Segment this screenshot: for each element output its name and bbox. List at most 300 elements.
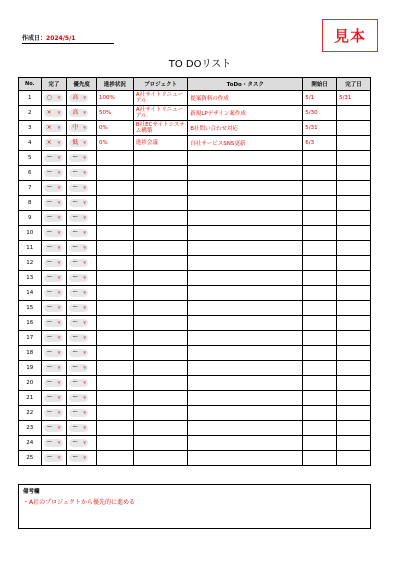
- chevron-down-icon: ▼: [83, 110, 87, 115]
- cell-project[interactable]: [133, 406, 187, 421]
- cell-priority: [67, 241, 97, 256]
- cell-progress[interactable]: [96, 241, 133, 256]
- done-value: ー: [46, 289, 53, 296]
- cell-priority: [67, 91, 97, 106]
- priority-select[interactable]: [69, 274, 88, 282]
- col-header-start: 開始日: [303, 78, 337, 91]
- cell-task[interactable]: 新規LPデザイン案作成: [188, 106, 303, 121]
- cell-progress[interactable]: [96, 376, 133, 391]
- cell-start[interactable]: 6/3: [303, 136, 337, 151]
- cell-start[interactable]: [303, 196, 337, 211]
- cell-project[interactable]: [133, 241, 187, 256]
- chevron-down-icon: ▼: [83, 170, 87, 175]
- table-row: [19, 211, 371, 226]
- priority-select[interactable]: [69, 124, 88, 132]
- table-row: [19, 436, 371, 451]
- cell-task[interactable]: [188, 211, 303, 226]
- cell-project[interactable]: B社ECサイトシステム構築: [133, 121, 187, 136]
- priority-value: ー: [72, 439, 79, 446]
- chevron-down-icon: ▼: [83, 95, 87, 100]
- cell-progress[interactable]: [96, 316, 133, 331]
- cell-project[interactable]: [133, 286, 187, 301]
- priority-select[interactable]: [69, 259, 88, 267]
- priority-select[interactable]: [69, 169, 88, 177]
- done-select[interactable]: [44, 394, 63, 402]
- cell-end[interactable]: [337, 361, 371, 376]
- chevron-down-icon: ▼: [83, 200, 87, 205]
- done-value: ー: [46, 349, 53, 356]
- priority-select[interactable]: [69, 94, 88, 102]
- chevron-down-icon: ▼: [83, 440, 87, 445]
- priority-select[interactable]: [69, 319, 88, 327]
- cell-task[interactable]: [188, 271, 303, 286]
- priority-value: 高: [72, 109, 79, 116]
- table-row: [19, 421, 371, 436]
- cell-progress[interactable]: [96, 391, 133, 406]
- cell-priority: [67, 121, 97, 136]
- table-row: [19, 331, 371, 346]
- cell-end[interactable]: [337, 286, 371, 301]
- cell-end[interactable]: [337, 196, 371, 211]
- cell-start[interactable]: [303, 226, 337, 241]
- done-value: ー: [46, 274, 53, 281]
- cell-no: 14: [19, 286, 42, 301]
- cell-task[interactable]: [188, 166, 303, 181]
- priority-select[interactable]: [69, 289, 88, 297]
- cell-progress[interactable]: [96, 436, 133, 451]
- cell-priority: [67, 301, 97, 316]
- cell-progress[interactable]: [96, 286, 133, 301]
- cell-start[interactable]: [303, 421, 337, 436]
- cell-project[interactable]: [133, 391, 187, 406]
- priority-select[interactable]: [69, 139, 88, 147]
- cell-done: [41, 181, 67, 196]
- cell-start[interactable]: [303, 256, 337, 271]
- table-row: [19, 91, 371, 106]
- cell-start[interactable]: [303, 391, 337, 406]
- cell-start[interactable]: [303, 331, 337, 346]
- col-header-progress: 進捗状況: [96, 78, 133, 91]
- cell-end[interactable]: [337, 256, 371, 271]
- cell-priority: [67, 136, 97, 151]
- cell-task[interactable]: [188, 286, 303, 301]
- priority-select[interactable]: [69, 364, 88, 372]
- cell-project[interactable]: [133, 346, 187, 361]
- cell-end[interactable]: [337, 271, 371, 286]
- cell-done: [41, 406, 67, 421]
- created-date: 2024/5/1: [46, 35, 76, 42]
- cell-task[interactable]: [188, 391, 303, 406]
- done-value: ー: [46, 304, 53, 311]
- cell-progress[interactable]: [96, 166, 133, 181]
- cell-project[interactable]: [133, 166, 187, 181]
- priority-select[interactable]: [69, 304, 88, 312]
- cell-progress[interactable]: [96, 181, 133, 196]
- cell-progress[interactable]: 0%: [96, 121, 133, 136]
- cell-no: 9: [19, 211, 42, 226]
- cell-start[interactable]: [303, 406, 337, 421]
- cell-done: [41, 436, 67, 451]
- table-row: [19, 256, 371, 271]
- cell-project[interactable]: [133, 436, 187, 451]
- cell-project[interactable]: A社サイトリニューアル: [133, 91, 187, 106]
- cell-priority: [67, 196, 97, 211]
- priority-select[interactable]: [69, 214, 88, 222]
- chevron-down-icon: ▼: [83, 410, 87, 415]
- cell-priority: [67, 361, 97, 376]
- cell-start[interactable]: [303, 166, 337, 181]
- done-select[interactable]: [44, 379, 63, 387]
- cell-end[interactable]: [337, 436, 371, 451]
- cell-start[interactable]: 5/31: [303, 121, 337, 136]
- done-select[interactable]: [44, 109, 63, 117]
- cell-no: 12: [19, 256, 42, 271]
- cell-task[interactable]: [188, 451, 303, 466]
- cell-end[interactable]: [337, 331, 371, 346]
- priority-value: ー: [72, 289, 79, 296]
- cell-progress[interactable]: [96, 331, 133, 346]
- chevron-down-icon: ▼: [57, 395, 61, 400]
- cell-project[interactable]: [133, 196, 187, 211]
- priority-select[interactable]: [69, 394, 88, 402]
- cell-no: 17: [19, 331, 42, 346]
- cell-no: 2: [19, 106, 42, 121]
- cell-end[interactable]: [337, 376, 371, 391]
- cell-project[interactable]: [133, 211, 187, 226]
- cell-done: [41, 241, 67, 256]
- priority-select[interactable]: [69, 409, 88, 417]
- cell-end[interactable]: [337, 346, 371, 361]
- cell-project[interactable]: 進捗会議: [133, 136, 187, 151]
- priority-select[interactable]: [69, 424, 88, 432]
- done-value: ー: [46, 424, 53, 431]
- cell-end[interactable]: [337, 241, 371, 256]
- cell-project[interactable]: [133, 256, 187, 271]
- chevron-down-icon: ▼: [57, 425, 61, 430]
- table-row: [19, 166, 371, 181]
- cell-progress[interactable]: [96, 361, 133, 376]
- cell-done: [41, 91, 67, 106]
- cell-end[interactable]: [337, 106, 371, 121]
- chevron-down-icon: ▼: [83, 455, 87, 460]
- cell-task[interactable]: [188, 241, 303, 256]
- chevron-down-icon: ▼: [57, 230, 61, 235]
- cell-start[interactable]: [303, 151, 337, 166]
- chevron-down-icon: ▼: [57, 440, 61, 445]
- chevron-down-icon: ▼: [57, 200, 61, 205]
- cell-progress[interactable]: 100%: [96, 91, 133, 106]
- priority-select[interactable]: [69, 154, 88, 162]
- cell-done: [41, 301, 67, 316]
- chevron-down-icon: ▼: [57, 245, 61, 250]
- chevron-down-icon: ▼: [83, 365, 87, 370]
- cell-start[interactable]: [303, 286, 337, 301]
- cell-progress[interactable]: [96, 196, 133, 211]
- cell-priority: [67, 286, 97, 301]
- page-title: TO DOリスト: [168, 59, 232, 70]
- cell-task[interactable]: [188, 301, 303, 316]
- priority-select[interactable]: [69, 439, 88, 447]
- cell-end[interactable]: [337, 136, 371, 151]
- cell-progress[interactable]: [96, 301, 133, 316]
- cell-start[interactable]: [303, 376, 337, 391]
- cell-progress[interactable]: [96, 451, 133, 466]
- notes-box[interactable]: [18, 484, 371, 529]
- done-select[interactable]: [44, 169, 63, 177]
- chevron-down-icon: ▼: [83, 230, 87, 235]
- cell-start[interactable]: [303, 181, 337, 196]
- cell-task[interactable]: [188, 316, 303, 331]
- cell-progress[interactable]: [96, 271, 133, 286]
- cell-progress[interactable]: [96, 151, 133, 166]
- priority-select[interactable]: [69, 379, 88, 387]
- priority-select[interactable]: [69, 184, 88, 192]
- chevron-down-icon: ▼: [83, 395, 87, 400]
- cell-no: 16: [19, 316, 42, 331]
- cell-done: [41, 346, 67, 361]
- cell-progress[interactable]: [96, 256, 133, 271]
- cell-end[interactable]: [337, 301, 371, 316]
- done-select[interactable]: [44, 229, 63, 237]
- cell-project[interactable]: [133, 181, 187, 196]
- done-value: ー: [46, 184, 53, 191]
- table-row: [19, 376, 371, 391]
- cell-task[interactable]: [188, 181, 303, 196]
- chevron-down-icon: ▼: [57, 95, 61, 100]
- done-select[interactable]: [44, 139, 63, 147]
- cell-end[interactable]: [337, 121, 371, 136]
- done-value: ×: [46, 139, 52, 146]
- priority-value: ー: [72, 364, 79, 371]
- cell-no: 10: [19, 226, 42, 241]
- priority-select[interactable]: [69, 334, 88, 342]
- done-select[interactable]: [44, 319, 63, 327]
- done-value: ー: [46, 199, 53, 206]
- chevron-down-icon: ▼: [57, 275, 61, 280]
- cell-priority: [67, 436, 97, 451]
- table-row: [19, 226, 371, 241]
- done-select[interactable]: [44, 124, 63, 132]
- cell-start[interactable]: [303, 301, 337, 316]
- priority-select[interactable]: [69, 109, 88, 117]
- priority-value: ー: [72, 454, 79, 461]
- done-select[interactable]: [44, 214, 63, 222]
- cell-start[interactable]: [303, 316, 337, 331]
- done-select[interactable]: [44, 154, 63, 162]
- cell-end[interactable]: [337, 406, 371, 421]
- cell-end[interactable]: [337, 211, 371, 226]
- priority-select[interactable]: [69, 244, 88, 252]
- priority-value: ー: [72, 304, 79, 311]
- cell-start[interactable]: [303, 451, 337, 466]
- cell-project[interactable]: [133, 301, 187, 316]
- cell-task[interactable]: [188, 196, 303, 211]
- priority-value: ー: [72, 244, 79, 251]
- chevron-down-icon: ▼: [83, 260, 87, 265]
- priority-value: ー: [72, 199, 79, 206]
- cell-project[interactable]: [133, 151, 187, 166]
- done-select[interactable]: [44, 289, 63, 297]
- table-row: [19, 406, 371, 421]
- cell-project[interactable]: A社サイトリニューアル: [133, 106, 187, 121]
- cell-priority: [67, 106, 97, 121]
- priority-select[interactable]: [69, 229, 88, 237]
- done-select[interactable]: [44, 439, 63, 447]
- done-select[interactable]: [44, 304, 63, 312]
- cell-end[interactable]: [337, 316, 371, 331]
- done-value: ー: [46, 229, 53, 236]
- cell-project[interactable]: [133, 361, 187, 376]
- cell-start[interactable]: [303, 346, 337, 361]
- cell-priority: [67, 406, 97, 421]
- cell-task[interactable]: 提案資料の作成: [188, 91, 303, 106]
- cell-start[interactable]: [303, 271, 337, 286]
- created-date-line: [22, 33, 114, 44]
- priority-value: ー: [72, 349, 79, 356]
- chevron-down-icon: ▼: [83, 305, 87, 310]
- cell-start[interactable]: [303, 436, 337, 451]
- chevron-down-icon: ▼: [57, 125, 61, 130]
- cell-end[interactable]: [337, 451, 371, 466]
- done-select[interactable]: [44, 424, 63, 432]
- cell-task[interactable]: [188, 331, 303, 346]
- done-select[interactable]: [44, 454, 63, 462]
- cell-end[interactable]: [337, 421, 371, 436]
- cell-task[interactable]: [188, 436, 303, 451]
- chevron-down-icon: ▼: [57, 365, 61, 370]
- col-header-project: プロジェクト: [133, 78, 187, 91]
- chevron-down-icon: ▼: [83, 320, 87, 325]
- cell-no: 19: [19, 361, 42, 376]
- chevron-down-icon: ▼: [57, 455, 61, 460]
- cell-project[interactable]: [133, 451, 187, 466]
- priority-value: ー: [72, 229, 79, 236]
- cell-done: [41, 226, 67, 241]
- chevron-down-icon: ▼: [57, 110, 61, 115]
- done-select[interactable]: [44, 274, 63, 282]
- col-header-no: No.: [19, 78, 42, 91]
- cell-start[interactable]: [303, 361, 337, 376]
- cell-project[interactable]: [133, 271, 187, 286]
- cell-progress[interactable]: [96, 346, 133, 361]
- priority-select[interactable]: [69, 349, 88, 357]
- cell-done: [41, 211, 67, 226]
- cell-end[interactable]: [337, 391, 371, 406]
- cell-progress[interactable]: [96, 226, 133, 241]
- priority-select[interactable]: [69, 454, 88, 462]
- cell-progress[interactable]: [96, 421, 133, 436]
- chevron-down-icon: ▼: [83, 155, 87, 160]
- table-row: [19, 151, 371, 166]
- priority-value: ー: [72, 424, 79, 431]
- cell-task[interactable]: [188, 151, 303, 166]
- chevron-down-icon: ▼: [57, 320, 61, 325]
- cell-priority: [67, 226, 97, 241]
- priority-select[interactable]: [69, 199, 88, 207]
- cell-start[interactable]: [303, 211, 337, 226]
- cell-end[interactable]: [337, 226, 371, 241]
- cell-end[interactable]: [337, 181, 371, 196]
- cell-end[interactable]: 5/31: [337, 91, 371, 106]
- cell-start[interactable]: 5/30: [303, 106, 337, 121]
- cell-start[interactable]: [303, 241, 337, 256]
- cell-task[interactable]: [188, 346, 303, 361]
- cell-no: 22: [19, 406, 42, 421]
- notes-label: 備考欄: [23, 489, 40, 495]
- cell-project[interactable]: [133, 421, 187, 436]
- cell-task[interactable]: [188, 361, 303, 376]
- done-select[interactable]: [44, 184, 63, 192]
- cell-done: [41, 166, 67, 181]
- priority-value: 中: [72, 124, 79, 131]
- chevron-down-icon: ▼: [57, 290, 61, 295]
- table-row: [19, 196, 371, 211]
- done-select[interactable]: [44, 244, 63, 252]
- cell-progress[interactable]: [96, 406, 133, 421]
- done-select[interactable]: [44, 349, 63, 357]
- cell-done: [41, 376, 67, 391]
- done-value: ×: [46, 109, 52, 116]
- cell-done: [41, 271, 67, 286]
- cell-task[interactable]: [188, 256, 303, 271]
- cell-task[interactable]: B社問い合わせ対応: [188, 121, 303, 136]
- cell-done: [41, 136, 67, 151]
- cell-start[interactable]: 5/1: [303, 91, 337, 106]
- chevron-down-icon: ▼: [57, 380, 61, 385]
- cell-progress[interactable]: [96, 211, 133, 226]
- cell-task[interactable]: [188, 376, 303, 391]
- chevron-down-icon: ▼: [57, 170, 61, 175]
- col-header-task: ToDo・タスク: [188, 78, 303, 91]
- cell-progress[interactable]: 50%: [96, 106, 133, 121]
- cell-no: 24: [19, 436, 42, 451]
- cell-priority: [67, 421, 97, 436]
- chevron-down-icon: ▼: [83, 275, 87, 280]
- cell-end[interactable]: [337, 166, 371, 181]
- cell-project[interactable]: [133, 316, 187, 331]
- cell-task[interactable]: 自社サービスSNS更新: [188, 136, 303, 151]
- done-value: ○: [46, 94, 52, 101]
- cell-progress[interactable]: 0%: [96, 136, 133, 151]
- cell-project[interactable]: [133, 226, 187, 241]
- done-select[interactable]: [44, 259, 63, 267]
- priority-value: ー: [72, 274, 79, 281]
- done-select[interactable]: [44, 364, 63, 372]
- cell-end[interactable]: [337, 151, 371, 166]
- done-select[interactable]: [44, 334, 63, 342]
- cell-priority: [67, 376, 97, 391]
- cell-task[interactable]: [188, 421, 303, 436]
- cell-priority: [67, 331, 97, 346]
- chevron-down-icon: ▼: [83, 290, 87, 295]
- done-select[interactable]: [44, 94, 63, 102]
- table-row: [19, 316, 371, 331]
- priority-value: ー: [72, 259, 79, 266]
- table-row: [19, 301, 371, 316]
- table-row: [19, 286, 371, 301]
- cell-project[interactable]: [133, 331, 187, 346]
- done-value: ー: [46, 334, 53, 341]
- cell-done: [41, 361, 67, 376]
- table-row: [19, 451, 371, 466]
- done-select[interactable]: [44, 409, 63, 417]
- done-select[interactable]: [44, 199, 63, 207]
- chevron-down-icon: ▼: [83, 140, 87, 145]
- cell-task[interactable]: [188, 406, 303, 421]
- cell-no: 3: [19, 121, 42, 136]
- cell-project[interactable]: [133, 376, 187, 391]
- cell-task[interactable]: [188, 226, 303, 241]
